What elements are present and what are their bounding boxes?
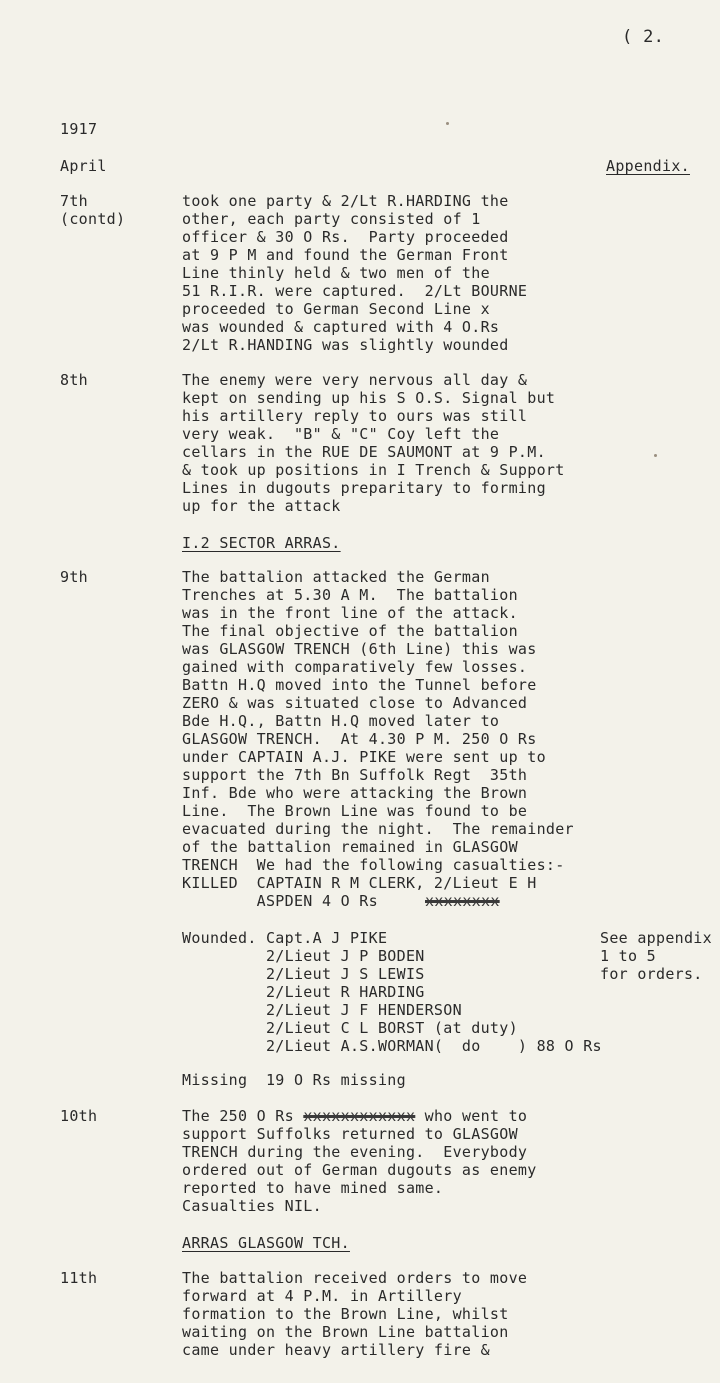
appendix-note: See appendix 1 to 5 for orders. (600, 929, 712, 983)
wounded-list: Wounded. Capt.A J PIKE 2/Lieut J P BODEN 2/Lieut J S LEWIS 2/Lieut R HARDING 2/Lieut J F HENDERSON 2/Lieut C L BORST (at duty) 2/Lieut A.S.WORMAN( do ) 88 O Rs (182, 929, 602, 1055)
struck-out-text: xxxxxxxx (425, 892, 500, 910)
entry-date: 10th (60, 1107, 98, 1125)
entry-date: 11th (60, 1269, 98, 1287)
paper-speck (446, 122, 449, 125)
entry-text: The battalion attacked the German Trenches at 5.30 A M. The battalion was in the front line of the attack. The final objective of the battalion was GLASGOW TRENCH (6th Line) this was gained with comparatively few losses. Battn H.Q moved into the Tunnel before ZERO & was situated close to Advanced Bde H.Q., Battn H.Q moved later to GLASGOW TRENCH. At 4.30 P M. 250 O Rs under CAPTAIN A.J. PIKE were sent up to support the 7th Bn Suffolk Regt 35th Inf. Bde who were attacking the Brown Line. The Brown Line was found to be evacuated during the night. The remainder of the battalion remained in GLASGOW TRENCH We had the following casualties:- KILLED CAPTAIN R M CLERK, 2/Lieut E H ASPDEN 4 O Rs (182, 568, 574, 910)
missing-line: Missing 19 O Rs missing (182, 1071, 406, 1089)
page-number: ( 2. (622, 27, 665, 47)
appendix-heading: Appendix. (606, 157, 690, 175)
entry-text: support Suffolks returned to GLASGOW TRENCH during the evening. Everybody ordered out of German dugouts as enemy reported to have mined same. Casualties NIL. (182, 1125, 537, 1215)
entry-first-line (182, 1107, 527, 1125)
entry-text-part: who went to (415, 1107, 528, 1125)
entry-text: The enemy were very nervous all day & kept on sending up his S O.S. Signal but his artillery reply to ours was still very weak. "B" & "C" Coy left the cellars in the RUE DE SAUMONT at 9 P.M. & took up positions in I Trench & Support Lines in dugouts preparitary to forming up for the attack (182, 371, 565, 515)
entry-date: 9th (60, 568, 88, 586)
entry-text: took one party & 2/Lt R.HARDING the other, each party consisted of 1 officer & 30 O Rs. Party proceeded at 9 P M and found the German Front Line thinly held & two men of the 51 R.I.R. were captured. 2/Lt BOURNE proceeded to German Second Line x was wounded & captured with 4 O.Rs 2/Lt R.HANDING was slightly wounded (182, 192, 528, 354)
year-heading: 1917 (60, 120, 98, 138)
entry-text-part: The 250 O Rs (182, 1107, 304, 1125)
entry-date: 8th (60, 371, 88, 389)
struck-out-text: xxxxxxxxxxxx (303, 1107, 416, 1125)
section-heading: ARRAS GLASGOW TCH. (182, 1234, 350, 1252)
month-heading: April (60, 157, 107, 175)
entry-date: 7th (contd) (60, 192, 126, 228)
paper-speck (654, 454, 657, 457)
section-heading: I.2 SECTOR ARRAS. (182, 534, 341, 552)
entry-text: The battalion received orders to move forward at 4 P.M. in Artillery formation to the Brown Line, whilst waiting on the Brown Line battalion came under heavy artillery fire & (182, 1269, 528, 1359)
